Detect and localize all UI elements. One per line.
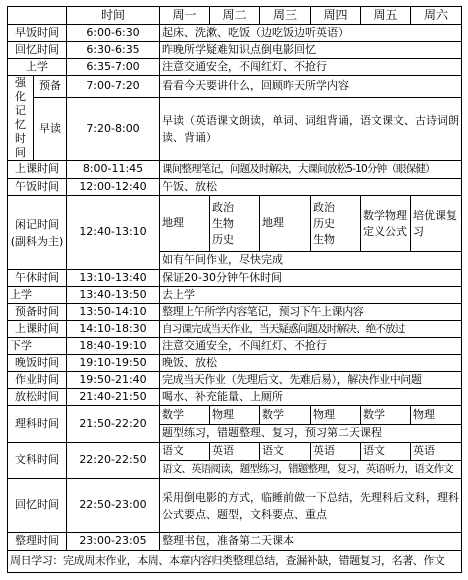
header-day-tue: 周二 xyxy=(210,7,260,25)
row-preview-2 xyxy=(8,304,462,321)
label-class-2: 上课时间 xyxy=(8,321,67,338)
science-subject-fri: 数学 xyxy=(361,406,411,425)
row-arts xyxy=(8,443,462,461)
label-dinner: 晚饭时间 xyxy=(8,355,67,372)
arts-note: 语文、英语阅读，题型练习，错题整理，复习，英语听力，语文作文 xyxy=(160,461,462,479)
label-to-school-2: 上学 xyxy=(8,287,67,304)
label-to-school: 上学 xyxy=(8,59,67,76)
row-preview xyxy=(8,76,462,98)
noon-subject-thu: 政治 历史 生物 xyxy=(311,196,361,252)
activity-morning-read: 早读（英语课文朗读，单词、词组背诵，语文课文、古诗词朗读、背诵） xyxy=(160,97,462,160)
time-leave: 18:40-19:10 xyxy=(67,338,160,355)
arts-subject-mon: 语文 xyxy=(160,443,210,461)
time-lunch: 12:00-12:40 xyxy=(67,179,160,196)
arts-subject-fri: 语文 xyxy=(361,443,411,461)
label-leave: 下学 xyxy=(8,338,67,355)
row-to-school-2 xyxy=(8,287,462,304)
header-day-sat: 周六 xyxy=(411,7,462,25)
activity-class-2: 自习课完成当天作业，当天疑惑问题及时解决、绝不放过 xyxy=(160,321,462,338)
activity-breakfast: 起床、洗漱、吃饭（边吃饭边听英语） xyxy=(160,25,462,42)
activity-nap: 保证20-30分钟午休时间 xyxy=(160,270,462,287)
activity-lunch: 午饭、放松 xyxy=(160,179,462,196)
label-recall: 回忆时间 xyxy=(8,42,67,59)
time-to-school: 6:35-7:00 xyxy=(67,59,160,76)
row-dinner xyxy=(8,355,462,372)
time-preview: 7:00-7:20 xyxy=(67,76,160,98)
row-tidy xyxy=(8,533,462,551)
label-nap: 午休时间 xyxy=(8,270,67,287)
noon-subject-tue: 政治 生物 历史 xyxy=(210,196,260,252)
row-to-school xyxy=(8,59,462,76)
time-noon-memory: 12:40-13:10 xyxy=(67,196,160,270)
activity-leave: 注意交通安全，不闯红灯、不抢行 xyxy=(160,338,462,355)
label-relax: 放松时间 xyxy=(8,389,67,406)
memory-label-char: 化 xyxy=(15,90,26,103)
activity-preview-2: 整理上午所学内容笔记，预习下午上课内容 xyxy=(160,304,462,321)
row-nap xyxy=(8,270,462,287)
header-day-fri: 周五 xyxy=(361,7,411,25)
row-noon-memory xyxy=(8,196,462,252)
row-leave xyxy=(8,338,462,355)
time-science: 21:50-22:20 xyxy=(67,406,160,443)
header-row xyxy=(8,7,462,25)
arts-subject-sat: 英语 xyxy=(411,443,462,461)
header-day-mon: 周一 xyxy=(160,7,210,25)
label-tidy: 整理时间 xyxy=(8,533,67,551)
time-tidy: 23:00-23:05 xyxy=(67,533,160,551)
time-nap: 13:10-13:40 xyxy=(67,270,160,287)
time-recall: 6:30-6:35 xyxy=(67,42,160,59)
time-arts: 22:20-22:50 xyxy=(67,443,160,479)
weekend-note: 周日学习：完成周末作业，本周、本章内容归类整理总结，查漏补缺，错题复习，名著、作文 xyxy=(8,551,462,573)
arts-subject-wed: 语文 xyxy=(260,443,311,461)
label-class: 上课时间 xyxy=(8,161,67,179)
time-to-school-2: 13:40-13:50 xyxy=(67,287,160,304)
label-homework: 作业时间 xyxy=(8,372,67,389)
label-preview-2: 预备时间 xyxy=(8,304,67,321)
time-homework: 19:50-21:40 xyxy=(67,372,160,389)
time-dinner: 19:10-19:50 xyxy=(67,355,160,372)
activity-class: 课间整理笔记，问题及时解决，大课间放松5-10分钟（眼保健） xyxy=(160,161,462,179)
time-preview-2: 13:50-14:10 xyxy=(67,304,160,321)
label-noon-memory xyxy=(8,196,67,270)
row-review xyxy=(8,479,462,533)
activity-recall: 昨晚所学疑难知识点倒电影回忆 xyxy=(160,42,462,59)
memory-label-char: 记 xyxy=(15,104,26,117)
time-review: 22:50-23:00 xyxy=(67,479,160,533)
arts-subject-tue: 英语 xyxy=(210,443,260,461)
memory-label-char: 间 xyxy=(15,146,26,159)
time-relax: 21:40-21:50 xyxy=(67,389,160,406)
row-breakfast xyxy=(8,25,462,42)
activity-preview: 看看今天要讲什么，回顾昨天所学内容 xyxy=(160,76,462,98)
activity-homework: 完成当天作业（先理后文、先难后易），解决作业中问题 xyxy=(160,372,462,389)
row-weekend xyxy=(8,551,462,573)
memory-label-char: 时 xyxy=(15,132,26,145)
label-memory-group xyxy=(8,76,34,161)
time-class: 8:00-11:45 xyxy=(67,161,160,179)
science-subject-thu: 物理 xyxy=(311,406,361,425)
memory-label-char: 强 xyxy=(15,76,26,89)
science-subject-sat: 物理 xyxy=(411,406,462,425)
activity-tidy: 整理书包，准备第二天课本 xyxy=(160,533,462,551)
row-homework xyxy=(8,372,462,389)
row-morning-read xyxy=(8,97,462,160)
noon-subject-fri: 数学物理定义公式 xyxy=(361,196,411,252)
row-science xyxy=(8,406,462,425)
row-relax xyxy=(8,389,462,406)
label-morning-read: 早读 xyxy=(34,97,67,160)
noon-note: 如有午间作业，尽快完成 xyxy=(160,252,462,270)
label-science: 理科时间 xyxy=(8,406,67,443)
label-lunch: 午饭时间 xyxy=(8,179,67,196)
activity-to-school-2: 去上学 xyxy=(160,287,462,304)
memory-label-char: 忆 xyxy=(15,118,26,131)
label-review: 回忆时间 xyxy=(8,479,67,533)
arts-subject-thu: 英语 xyxy=(311,443,361,461)
noon-label-line: 闲记时间 xyxy=(15,217,59,231)
noon-label-line: (副科为主) xyxy=(10,234,64,248)
row-class-2 xyxy=(8,321,462,338)
science-note: 题型练习，错题整理、复习，预习第二天课程 xyxy=(160,425,462,443)
time-class-2: 14:10-18:30 xyxy=(67,321,160,338)
label-breakfast: 早饭时间 xyxy=(8,25,67,42)
row-class xyxy=(8,161,462,179)
noon-subject-wed: 地理 xyxy=(260,196,311,252)
science-subject-tue: 物理 xyxy=(210,406,260,425)
science-subject-wed: 数学 xyxy=(260,406,311,425)
noon-subject-mon: 地理 xyxy=(160,196,210,252)
label-preview: 预备 xyxy=(34,76,67,98)
header-day-wed: 周三 xyxy=(260,7,311,25)
time-breakfast: 6:00-6:30 xyxy=(67,25,160,42)
activity-review: 采用倒电影的方式，临睡前做一下总结，先理科后文科，理科公式要点、题型，文科要点、重点 xyxy=(160,479,462,533)
activity-dinner: 晚饭、放松 xyxy=(160,355,462,372)
row-lunch xyxy=(8,179,462,196)
time-morning-read: 7:20-8:00 xyxy=(67,97,160,160)
activity-relax: 喝水、补充能量、上厕所 xyxy=(160,389,462,406)
noon-subject-sat: 培优课复习 xyxy=(411,196,462,252)
header-day-thu: 周四 xyxy=(311,7,361,25)
activity-to-school: 注意交通安全，不闯红灯、不抢行 xyxy=(160,59,462,76)
label-arts: 文科时间 xyxy=(8,443,67,479)
science-subject-mon: 数学 xyxy=(160,406,210,425)
schedule-table xyxy=(7,6,462,573)
header-time: 时间 xyxy=(67,7,160,25)
header-blank-cell xyxy=(8,7,67,25)
row-recall xyxy=(8,42,462,59)
